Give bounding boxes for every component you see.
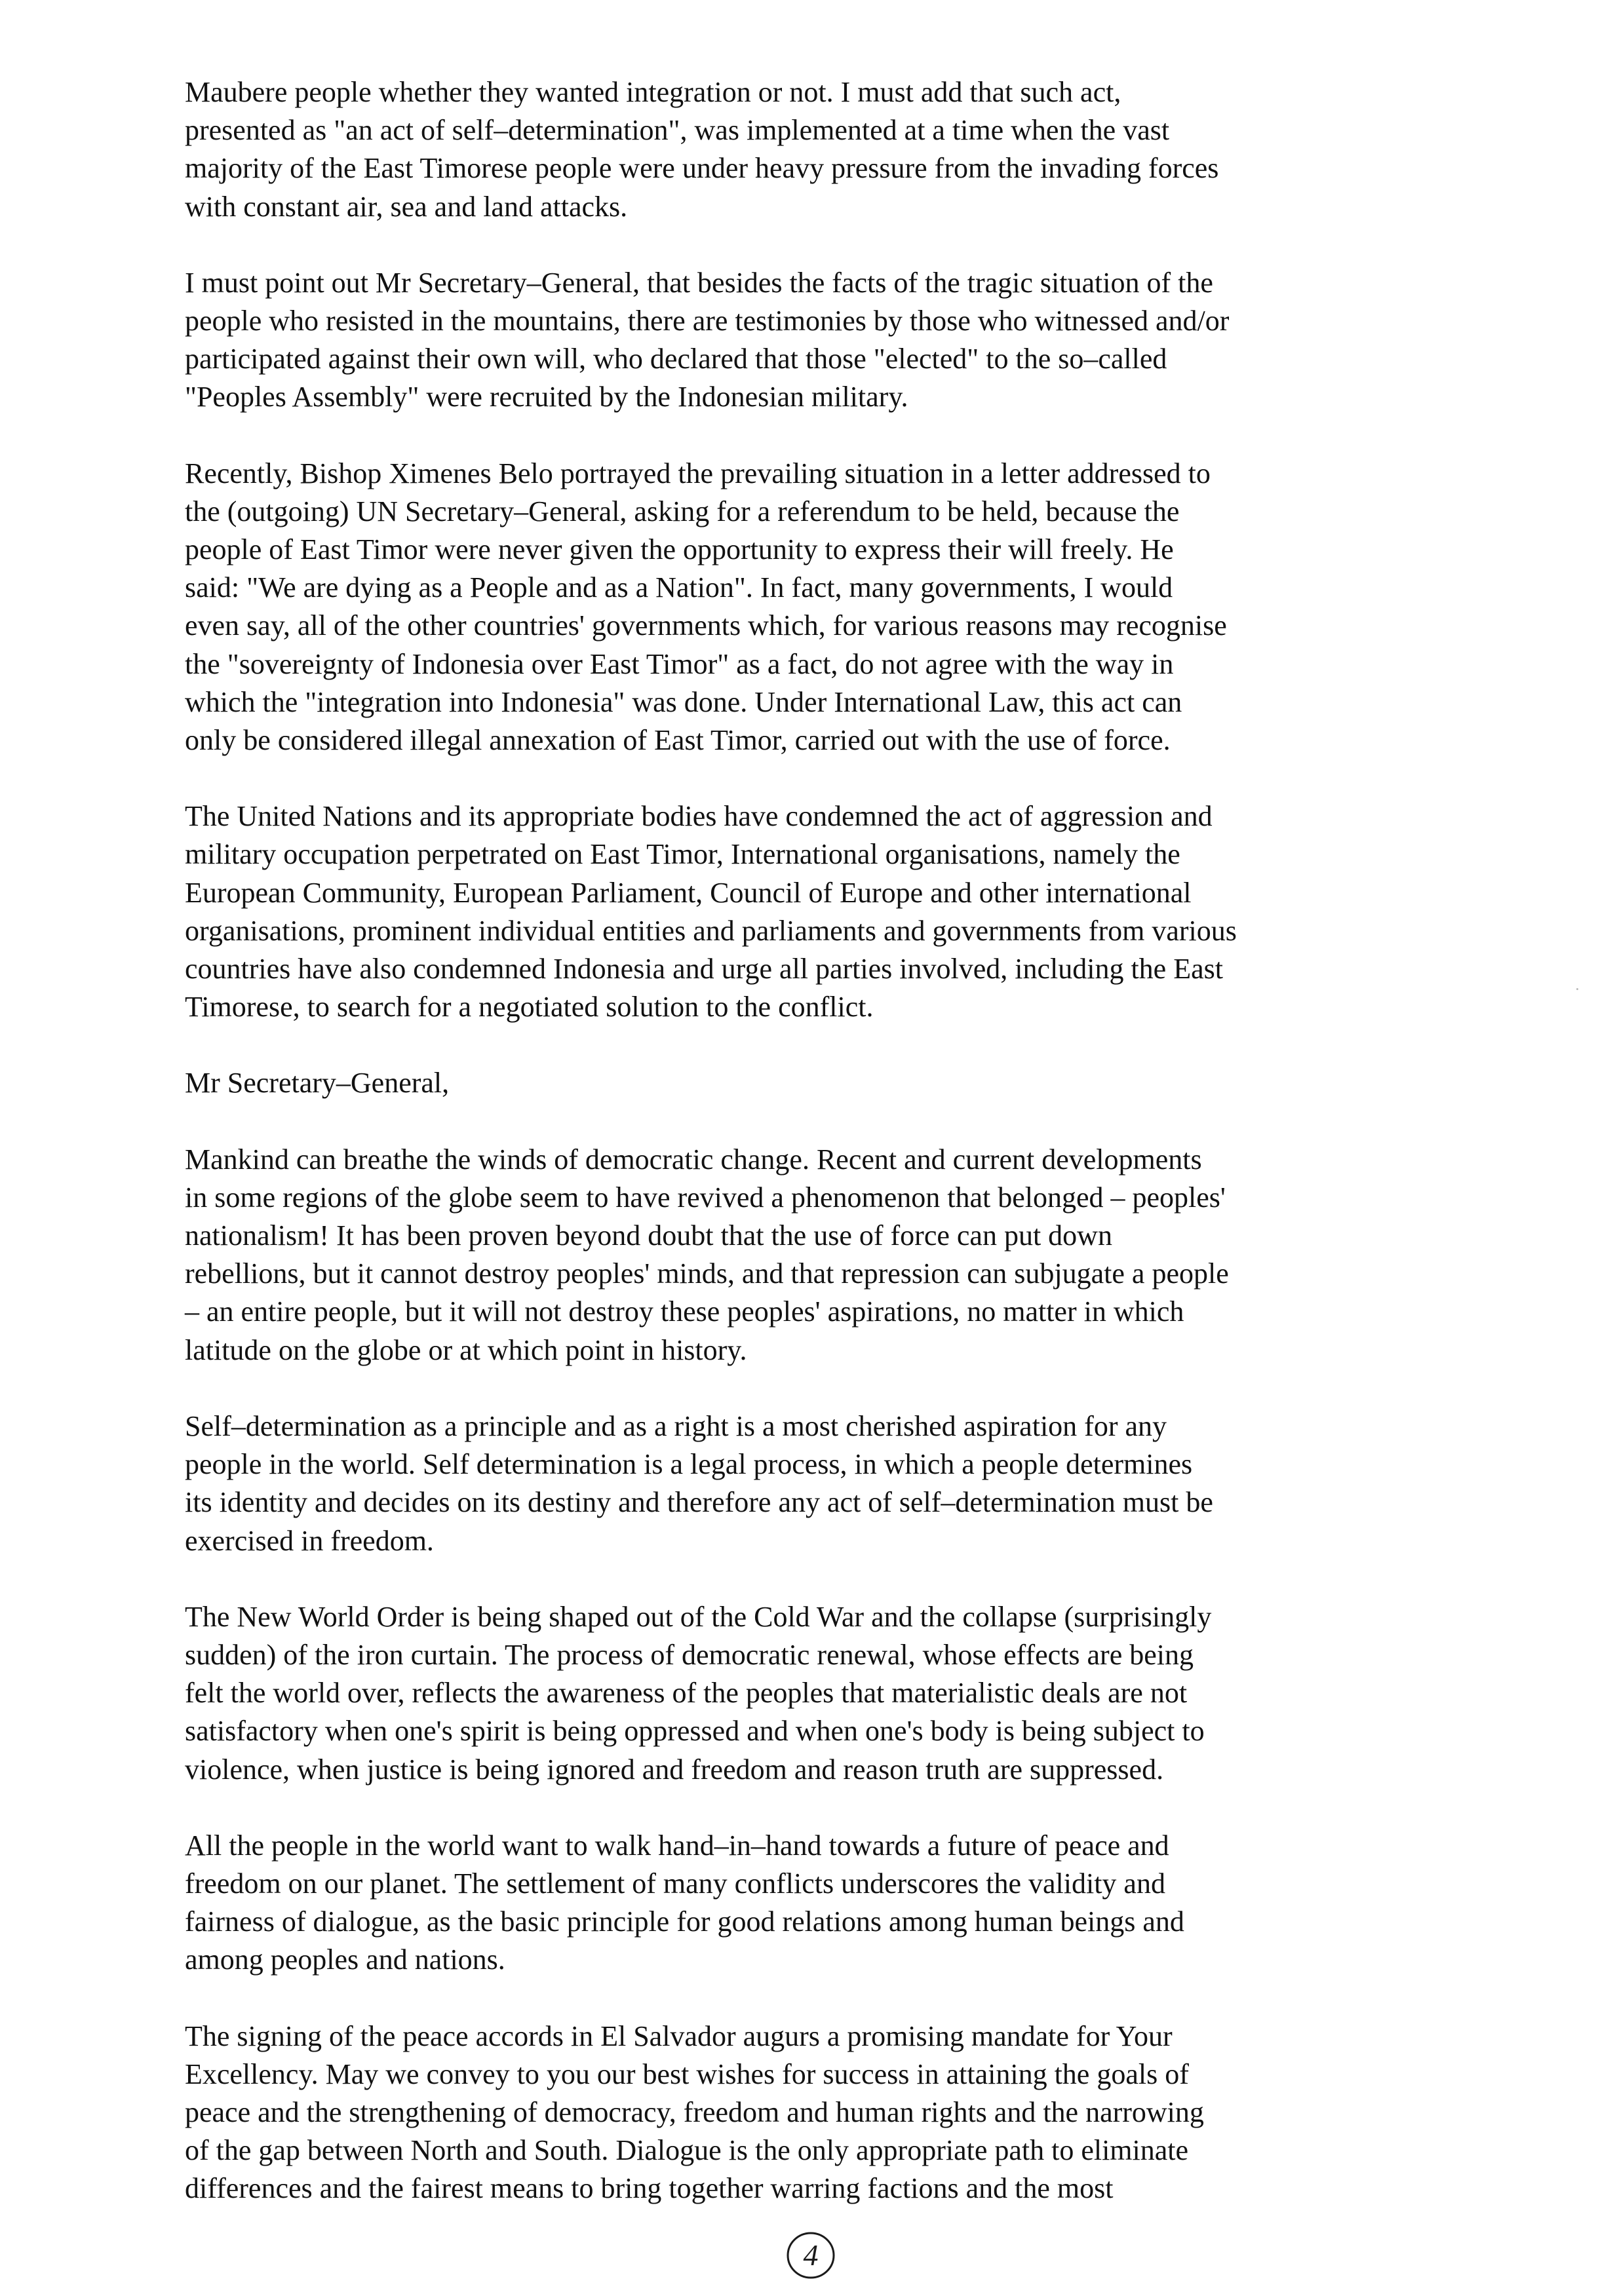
text-line: only be considered illegal annexation of East Timor, carried out with the use of force. [185,724,1171,757]
text-line: the "sovereignty of Indonesia over East Timor" as a fact, do not agree with the way in [185,647,1174,680]
text-line: "Peoples Assembly" were recruited by the Indonesian military. [185,381,908,413]
text-line: even say, all of the other countries' governments which, for various reasons may recognise [185,609,1227,642]
text-line: freedom on our planet. The settlement of many conflicts underscores the validity and [185,1867,1165,1900]
scan-speck [1576,988,1578,990]
text-line: nationalism! It has been proven beyond doubt that the use of force can put down [185,1219,1112,1252]
text-line: with constant air, sea and land attacks. [185,190,628,223]
text-line: differences and the fairest means to bring together warring factions and the most [185,2172,1114,2205]
page-number-text: 4 [803,2238,819,2272]
text-line: The United Nations and its appropriate bodies have condemned the act of aggression and [185,800,1213,833]
text-line: presented as "an act of self–determination", was implemented at a time when the vast [185,114,1170,147]
paragraph-3 [185,455,1443,760]
paragraph-9 [185,2018,1443,2208]
text-line: said: "We are dying as a People and as a Nation". In fact, many governments, I would [185,571,1173,604]
text-line: sudden) of the iron curtain. The process of democratic renewal, whose effects are being [185,1638,1194,1671]
text-line: Excellency. May we convey to you our best wishes for success in attaining the goals of [185,2057,1189,2090]
letter-body [185,73,1443,2246]
text-line: felt the world over, reflects the awareness of the peoples that materialistic deals are not [185,1677,1188,1710]
text-line: its identity and decides on its destiny and therefore any act of self–determination must be [185,1486,1213,1519]
text-line: All the people in the world want to walk hand–in–hand towards a future of peace and [185,1829,1169,1862]
paragraph-6 [185,1407,1443,1560]
paragraph-7 [185,1598,1443,1789]
text-line: The signing of the peace accords in El Salvador augurs a promising mandate for Your [185,2019,1173,2052]
text-line: fairness of dialogue, as the basic principle for good relations among human beings and [185,1905,1184,1938]
text-line: European Community, European Parliament, Council of Europe and other international [185,876,1192,909]
text-line: Timorese, to search for a negotiated solution to the conflict. [185,991,874,1024]
text-line: Mankind can breathe the winds of democratic change. Recent and current developments [185,1143,1202,1176]
text-line: exercised in freedom. [185,1524,434,1557]
text-line: people who resisted in the mountains, there are testimonies by those who witnessed and/or [185,305,1230,337]
text-line: which the "integration into Indonesia" was done. Under International Law, this act can [185,685,1182,718]
text-line: The New World Order is being shaped out of the Cold War and the collapse (surprisingly [185,1600,1212,1633]
paragraph-4 [185,797,1443,1026]
text-line: the (outgoing) UN Secretary–General, asking for a referendum to be held, because the [185,495,1180,527]
paragraph-1 [185,73,1443,226]
text-line: majority of the East Timorese people were under heavy pressure from the invading forces [185,152,1219,185]
text-line: Maubere people whether they wanted integration or not. I must add that such act, [185,76,1121,108]
text-line: Recently, Bishop Ximenes Belo portrayed the prevailing situation in a letter addressed to [185,457,1211,489]
text-line: – an entire people, but it will not destroy these peoples' aspirations, no matter in which [185,1295,1184,1328]
text-line: military occupation perpetrated on East Timor, International organisations, namely the [185,838,1180,871]
text-line: participated against their own will, who declared that those "elected" to the so–called [185,343,1167,375]
text-line: Self–determination as a principle and as a right is a most cherished aspiration for any [185,1409,1167,1442]
text-line: countries have also condemned Indonesia and urge all parties involved, including the East [185,953,1223,985]
text-line: of the gap between North and South. Dialogue is the only appropriate path to eliminate [185,2134,1189,2167]
paragraph-8 [185,1827,1443,1980]
text-line: rebellions, but it cannot destroy peoples' minds, and that repression can subjugate a people [185,1257,1229,1290]
text-line: I must point out Mr Secretary–General, that besides the facts of the tragic situation of the [185,266,1213,299]
text-line: people in the world. Self determination is a legal process, in which a people determines [185,1448,1193,1481]
text-line: in some regions of the globe seem to have revived a phenomenon that belonged – peoples' [185,1181,1226,1214]
paragraph-5 [185,1141,1443,1369]
text-line: latitude on the globe or at which point in history. [185,1333,747,1366]
page-number [784,2228,838,2282]
text-line: organisations, prominent individual entities and parliaments and governments from various [185,914,1237,947]
text-line: peace and the strengthening of democracy, freedom and human rights and the narrowing [185,2095,1204,2128]
salutation [185,1064,1443,1102]
text-line: people of East Timor were never given the opportunity to express their will freely. He [185,533,1174,566]
text-line: among peoples and nations. [185,1943,505,1976]
text-line: violence, when justice is being ignored and freedom and reason truth are suppressed. [185,1753,1164,1786]
paragraph-2 [185,264,1443,417]
text-line: satisfactory when one's spirit is being oppressed and when one's body is being subject to [185,1715,1205,1748]
text-line: Mr Secretary–General, [185,1067,450,1100]
